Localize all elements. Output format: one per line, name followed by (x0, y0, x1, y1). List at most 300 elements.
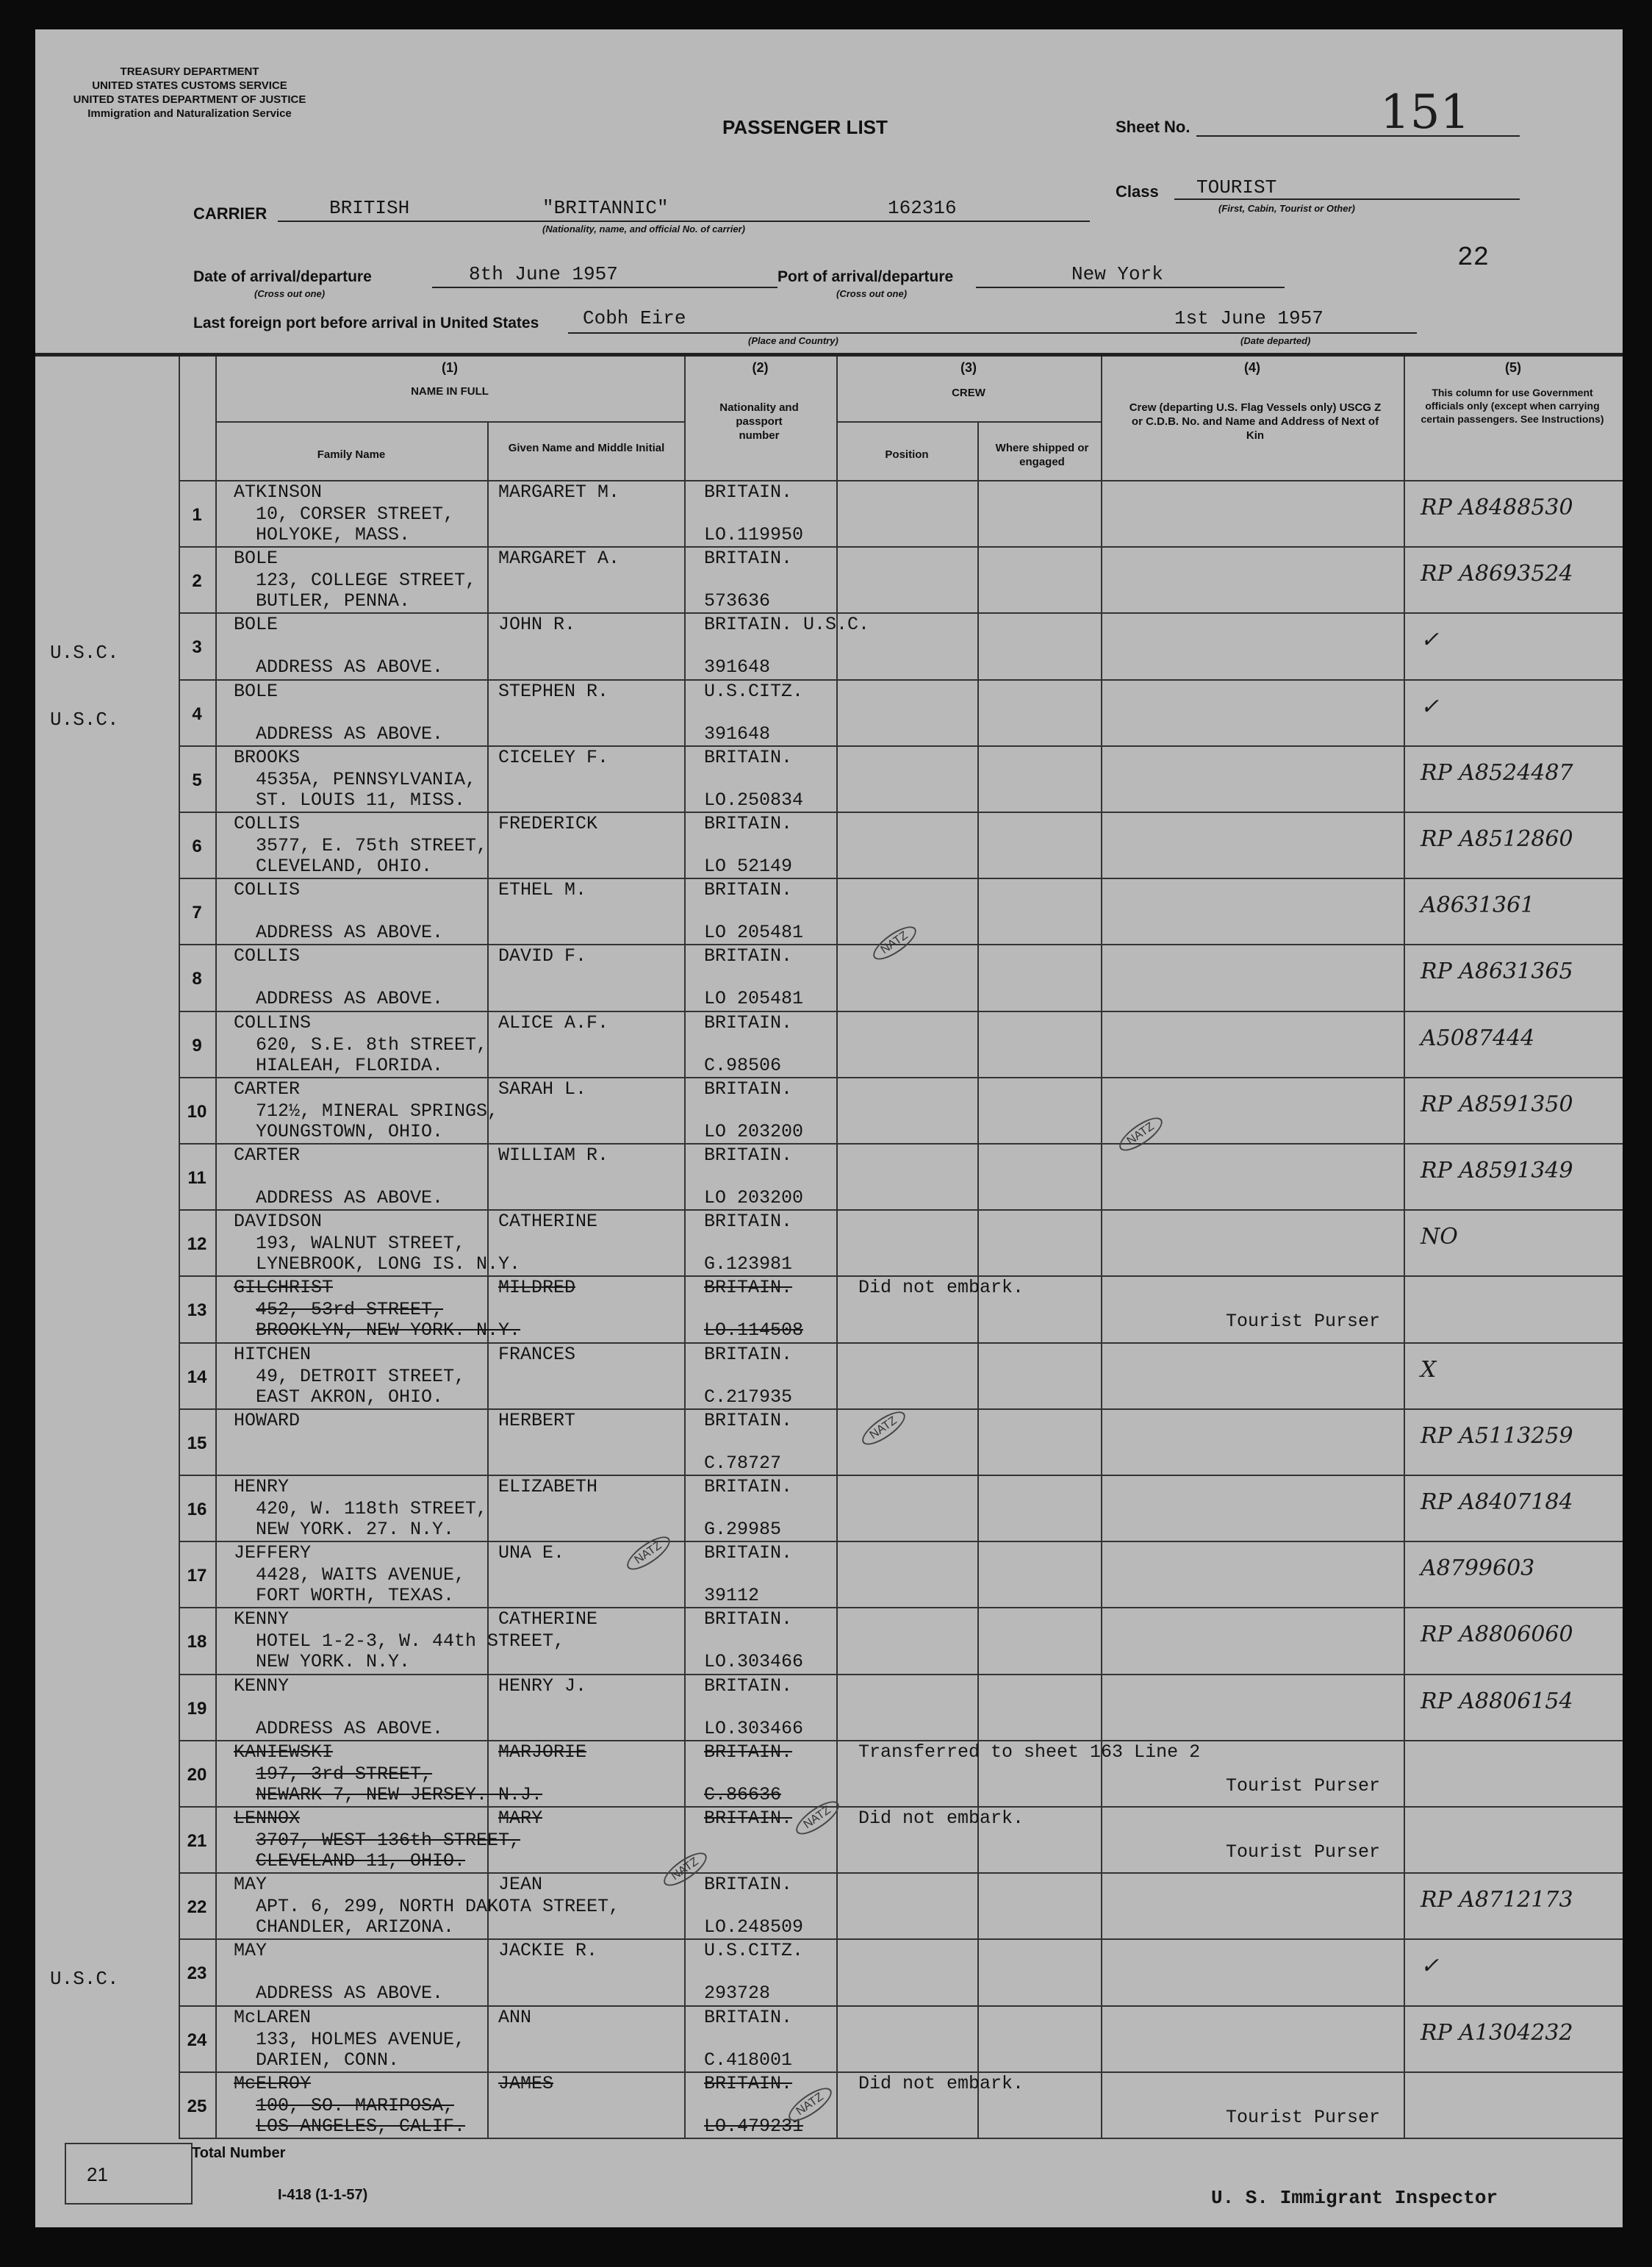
address-line-2: ADDRESS AS ABOVE. (256, 1187, 444, 1208)
given-name: CATHERINE (498, 1608, 598, 1630)
nationality: BRITAIN. (704, 1542, 793, 1564)
officials-note: RP A1304232 (1421, 2019, 1573, 2046)
carrier-nationality: BRITISH (329, 197, 410, 219)
passport-number: LO.303466 (704, 1651, 804, 1673)
table-row (35, 1740, 1623, 1806)
family-name: GILCHRIST (234, 1277, 334, 1299)
purser-note: Transferred to sheet 163 Line 2 (858, 1741, 1201, 1763)
table-row (35, 2071, 1623, 2138)
officials-note: RP A8806154 (1421, 1688, 1573, 1714)
table-row (35, 1011, 1623, 1077)
sheet-number-line (1196, 85, 1520, 140)
nationality: BRITAIN. (704, 481, 793, 503)
address-line-1: 4428, WAITS AVENUE, (256, 1564, 466, 1586)
arrival-port-value: New York (1071, 263, 1163, 285)
family-name: JEFFERY (234, 1542, 312, 1564)
row-number: 21 (187, 1831, 207, 1851)
natz-stamp: NATZ (659, 1847, 711, 1892)
agency-line-1: TREASURY DEPARTMENT (120, 65, 259, 78)
natz-stamp: NATZ (622, 1531, 675, 1576)
where-shipped-header: Where shipped or engaged (995, 442, 1089, 468)
row-number: 9 (192, 1035, 202, 1056)
address-line-1: 10, CORSER STREET, (256, 504, 455, 525)
foreign-port-label: Last foreign port before arrival in United States (193, 315, 539, 332)
family-name: CARTER (234, 1078, 301, 1100)
given-name: MARGARET A. (498, 548, 620, 570)
row-divider (179, 480, 1623, 481)
table-row (35, 1143, 1623, 1209)
given-name: MARGARET M. (498, 481, 620, 503)
passport-number: 391648 (704, 656, 771, 678)
family-name: HITCHEN (234, 1343, 312, 1365)
passport-number: LO 205481 (704, 988, 804, 1010)
family-name: MAY (234, 1874, 267, 1896)
row-divider (179, 1077, 1623, 1078)
address-line-1: APT. 6, 299, NORTH DAKOTA STREET, (256, 1896, 620, 1918)
passport-number: 39112 (704, 1585, 760, 1607)
address-line-1: HOTEL 1-2-3, W. 44th STREET, (256, 1630, 565, 1652)
natz-stamp: NATZ (1115, 1112, 1167, 1157)
row-divider (179, 1342, 1623, 1344)
family-name: COLLIS (234, 879, 301, 901)
row-divider (179, 679, 1623, 681)
row-number: 23 (187, 1963, 207, 1984)
given-name: MARJORIE (498, 1741, 587, 1763)
address-line-1: 197, 3rd STREET, (256, 1763, 433, 1785)
carrier-line (278, 197, 1090, 222)
address-line-2: HIALEAH, FLORIDA. (256, 1054, 444, 1076)
col1-number: (1) (442, 360, 458, 375)
row-divider (179, 878, 1623, 879)
given-name: ALICE A.F. (498, 1011, 609, 1034)
given-name: CICELEY F. (498, 746, 609, 768)
given-name: ELIZABETH (498, 1476, 598, 1497)
family-name: CARTER (234, 1145, 301, 1166)
address-line-2: EAST AKRON, OHIO. (256, 1386, 444, 1408)
family-name: LENNOX (234, 1808, 301, 1829)
family-name-header: Family Name (317, 448, 386, 461)
officials-note: ✓ (1421, 627, 1440, 653)
officials-note: RP A8524487 (1421, 759, 1573, 786)
family-name: KENNY (234, 1675, 290, 1697)
table-row (35, 1209, 1623, 1275)
arrival-date-caption: (Cross out one) (254, 288, 326, 299)
row-divider (179, 745, 1623, 747)
family-name: BOLE (234, 614, 279, 636)
address-line-2: ADDRESS AS ABOVE. (256, 988, 444, 1010)
given-name: MARY (498, 1808, 543, 1829)
row-number: 22 (187, 1897, 207, 1918)
table-row (35, 1342, 1623, 1408)
passport-number: C.418001 (704, 2049, 793, 2071)
agency-line-3: UNITED STATES DEPARTMENT OF JUSTICE (73, 93, 306, 106)
table-row (35, 1872, 1623, 1938)
officials-note: RP A8488530 (1421, 495, 1573, 520)
citizenship-note: U.S.C. (50, 1968, 119, 1991)
address-line-1: 452, 53rd STREET, (256, 1299, 444, 1321)
passport-number: LO.119950 (704, 524, 804, 545)
row-number: 18 (187, 1632, 207, 1652)
row-divider (179, 1209, 1623, 1211)
purser-signature-title: Tourist Purser (1226, 1311, 1381, 1333)
carrier-name: "BRITANNIC" (542, 197, 669, 219)
row-divider (179, 2138, 1623, 2139)
nationality: BRITAIN. (704, 1145, 793, 1166)
given-name: JOHN R. (498, 614, 576, 636)
row-divider (179, 1143, 1623, 1145)
table-row (35, 878, 1623, 944)
nationality: BRITAIN. (704, 879, 793, 901)
passport-number: LO.248509 (704, 1916, 804, 1938)
natz-stamp: NATZ (869, 921, 921, 966)
arrival-port-label: Port of arrival/departure (777, 268, 954, 285)
table-row (35, 1541, 1623, 1607)
nationality: BRITAIN. (704, 813, 793, 834)
agency-line-4: Immigration and Naturalization Service (87, 107, 292, 120)
given-name: MILDRED (498, 1277, 576, 1299)
family-name: DAVIDSON (234, 1211, 323, 1233)
address-line-2: YOUNGSTOWN, OHIO. (256, 1120, 444, 1142)
arrival-date-line (432, 263, 777, 288)
address-line-2: DARIEN, CONN. (256, 2049, 400, 2071)
officials-note: X (1421, 1356, 1437, 1383)
purser-note: Did not embark. (858, 2072, 1024, 2094)
table-row (35, 1408, 1623, 1475)
address-line-2: NEW YORK. 27. N.Y. (256, 1519, 455, 1540)
carrier-label: CARRIER (193, 204, 267, 223)
given-name: CATHERINE (498, 1211, 598, 1233)
col3-title: CREW (952, 387, 985, 399)
address-line-1: 193, WALNUT STREET, (256, 1233, 466, 1255)
passport-number: G.29985 (704, 1519, 782, 1540)
family-name: COLLIS (234, 813, 301, 834)
row-number: 14 (187, 1367, 207, 1387)
col4-title: Crew (departing U.S. Flag Vessels only) USCG Z or C.D.B. No. and Name and Address of Next of Kin (1129, 401, 1382, 442)
passport-number: 391648 (704, 723, 771, 745)
row-divider (179, 1011, 1623, 1012)
foreign-date-value: 1st June 1957 (1174, 307, 1324, 329)
table-row (35, 1938, 1623, 2005)
given-name: WILLIAM R. (498, 1145, 609, 1166)
given-name: FRANCES (498, 1343, 576, 1365)
row-number: 4 (192, 703, 202, 724)
row-number: 11 (187, 1168, 206, 1188)
agency-line-2: UNITED STATES CUSTOMS SERVICE (92, 79, 287, 92)
passport-number: LO 203200 (704, 1187, 804, 1208)
row-number: 24 (187, 2030, 207, 2050)
total-box (65, 2143, 193, 2205)
given-name: DAVID F. (498, 945, 587, 967)
officials-note: RP A8693524 (1421, 561, 1573, 587)
row-number: 19 (187, 1698, 207, 1719)
officials-note: ✓ (1421, 693, 1440, 720)
row-number: 16 (187, 1500, 207, 1519)
family-name: McELROY (234, 2072, 312, 2094)
table-row (35, 2005, 1623, 2071)
address-line-1: 3577, E. 75th STREET, (256, 835, 488, 856)
sheet-number-value: 151 (1380, 85, 1470, 140)
row-number: 20 (187, 1764, 207, 1785)
address-line-2: HOLYOKE, MASS. (256, 524, 411, 545)
address-line-2: ADDRESS AS ABOVE. (256, 723, 444, 745)
nationality: BRITAIN. (704, 548, 793, 570)
passport-number: LO.303466 (704, 1717, 804, 1739)
given-name: ANN (498, 2006, 532, 2028)
address-line-1: 620, S.E. 8th STREET, (256, 1034, 488, 1056)
nationality: BRITAIN. (704, 945, 793, 967)
family-name: COLLINS (234, 1011, 312, 1034)
nationality: BRITAIN. (704, 2072, 793, 2094)
table-row (35, 480, 1623, 546)
nationality: BRITAIN. (704, 1675, 793, 1697)
table-row (35, 944, 1623, 1010)
address-line-2: ADDRESS AS ABOVE. (256, 922, 444, 944)
nationality: BRITAIN. U.S.C. (704, 614, 870, 636)
row-number: 3 (192, 637, 202, 658)
address-line-2: LYNEBROOK, LONG IS. N.Y. (256, 1253, 521, 1275)
row-divider (179, 1607, 1623, 1608)
passport-number: C.217935 (704, 1386, 793, 1408)
family-name: McLAREN (234, 2006, 312, 2028)
nationality: BRITAIN. (704, 1874, 793, 1896)
given-name: HENRY J. (498, 1675, 587, 1697)
officials-note: A5087444 (1421, 1025, 1535, 1051)
row-number: 5 (192, 770, 202, 790)
col1-title: NAME IN FULL (411, 385, 489, 398)
address-line-1: 100, SO. MARIPOSA, (256, 2094, 455, 2116)
address-line-2: ADDRESS AS ABOVE. (256, 656, 444, 678)
col5-number: (5) (1505, 360, 1521, 375)
address-line-2: BROOKLYN, NEW YORK. N.Y. (256, 1319, 521, 1342)
class-caption: (First, Cabin, Tourist or Other) (1218, 203, 1355, 214)
row-divider (179, 1674, 1623, 1675)
natz-stamp: NATZ (858, 1406, 910, 1451)
address-line-2: ST. LOUIS 11, MISS. (256, 789, 466, 811)
officials-note: RP A8591350 (1421, 1091, 1573, 1117)
row-number: 1 (192, 505, 202, 525)
foreign-port-line (568, 307, 1075, 334)
officials-note: A8799603 (1421, 1555, 1535, 1582)
foreign-port-value: Cobh Eire (583, 307, 686, 329)
row-number: 15 (187, 1433, 207, 1453)
given-name: JACKIE R. (498, 1940, 598, 1962)
family-name: BROOKS (234, 746, 301, 768)
given-name-header: Given Name and Middle Initial (508, 442, 665, 454)
nationality: BRITAIN. (704, 1343, 793, 1365)
nationality: BRITAIN. (704, 746, 793, 768)
citizenship-note: U.S.C. (50, 708, 119, 731)
col4-number: (4) (1244, 360, 1260, 375)
officials-note: RP A8806060 (1421, 1622, 1573, 1648)
row-number: 10 (187, 1101, 207, 1122)
address-line-1: 133, HOLMES AVENUE, (256, 2028, 466, 2050)
officials-note: RP A8591349 (1421, 1158, 1573, 1183)
arrival-date-value: 8th June 1957 (469, 263, 618, 285)
given-name: STEPHEN R. (498, 680, 609, 702)
purser-note: Did not embark. (858, 1808, 1024, 1829)
nationality: BRITAIN. (704, 2006, 793, 2028)
col2-title: Nationality and passport number (719, 401, 799, 442)
address-line-1: 420, W. 118th STREET, (256, 1498, 488, 1519)
family-name: HOWARD (234, 1409, 301, 1431)
address-line-2: ADDRESS AS ABOVE. (256, 1717, 444, 1739)
class-line (1174, 176, 1520, 200)
carrier-number: 162316 (888, 197, 957, 219)
row-number: 13 (187, 1300, 207, 1321)
family-name: MAY (234, 1940, 267, 1962)
crew-subheader-line (836, 421, 1101, 423)
family-name: KENNY (234, 1608, 290, 1630)
address-line-2: NEW YORK. N.Y. (256, 1651, 411, 1673)
arrival-date-label: Date of arrival/departure (193, 268, 372, 285)
table-row (35, 1607, 1623, 1673)
nationality: BRITAIN. (704, 1476, 793, 1497)
passenger-list-sheet (35, 29, 1623, 2227)
address-line-1: 4535A, PENNSYLVANIA, (256, 768, 477, 790)
table-row (35, 612, 1623, 678)
nationality: U.S.CITZ. (704, 680, 804, 702)
address-line-1: 712½, MINERAL SPRINGS, (256, 1100, 499, 1122)
passport-number: LO 52149 (704, 856, 793, 877)
nationality: BRITAIN. (704, 1409, 793, 1431)
passport-number: LO.479231 (704, 2115, 804, 2137)
row-divider (179, 812, 1623, 813)
nationality: BRITAIN. (704, 1211, 793, 1233)
nationality: BRITAIN. (704, 1011, 793, 1034)
given-name: UNA E. (498, 1542, 565, 1564)
row-number: 17 (187, 1566, 207, 1586)
officials-note: RP A5113259 (1421, 1422, 1573, 1449)
passport-number: 293728 (704, 1983, 771, 2005)
given-name: FREDERICK (498, 813, 598, 834)
form-number: I-418 (1-1-57) (278, 2187, 368, 2203)
row-divider (179, 2005, 1623, 2007)
family-name: COLLIS (234, 945, 301, 967)
row-divider (179, 1541, 1623, 1542)
row-divider (179, 1475, 1623, 1476)
col5-title: This column for use Government officials only (except when carrying certain passengers. See Instructions) (1421, 387, 1604, 425)
officials-note: RP A8407184 (1421, 1489, 1573, 1515)
address-line-2: CLEVELAND, OHIO. (256, 856, 433, 877)
officials-note: RP A8712173 (1421, 1887, 1573, 1913)
given-name: JAMES (498, 2072, 554, 2094)
row-number: 6 (192, 837, 202, 856)
name-subheader-line (215, 421, 684, 423)
passport-number: C.98506 (704, 1054, 782, 1076)
immigrant-inspector-label: U. S. Immigrant Inspector (1211, 2187, 1498, 2209)
natz-stamp: NATZ (791, 1796, 844, 1841)
officials-note: RP A8631365 (1421, 959, 1573, 985)
table-row (35, 546, 1623, 612)
purser-signature-title: Tourist Purser (1226, 1774, 1381, 1797)
nationality: U.S.CITZ. (704, 1940, 804, 1962)
nationality: BRITAIN. (704, 1808, 793, 1829)
address-line-2: CHANDLER, ARIZONA. (256, 1916, 455, 1938)
purser-signature-title: Tourist Purser (1226, 2106, 1381, 2128)
officials-note: NO (1421, 1224, 1458, 1250)
total-number-label: Total Number (192, 2145, 286, 2161)
arrival-port-line (976, 263, 1285, 288)
sheet-number-label: Sheet No. (1116, 118, 1190, 136)
table-row (35, 1674, 1623, 1740)
class-value: TOURIST (1196, 176, 1277, 198)
family-name: BOLE (234, 680, 279, 702)
given-name: ETHEL M. (498, 879, 587, 901)
address-line-1: 123, COLLEGE STREET, (256, 570, 477, 592)
nationality: BRITAIN. (704, 1608, 793, 1630)
page-count: 22 (1457, 243, 1490, 273)
address-line-1: 49, DETROIT STREET, (256, 1365, 466, 1387)
family-name: KANIEWSKI (234, 1741, 334, 1763)
family-name: HENRY (234, 1476, 290, 1497)
carrier-caption: (Nationality, name, and official No. of carrier) (542, 223, 745, 234)
nationality: BRITAIN. (704, 1078, 793, 1100)
row-number: 8 (192, 969, 202, 989)
table-row (35, 1077, 1623, 1143)
table-row (35, 1475, 1623, 1541)
row-divider (179, 1938, 1623, 1940)
address-line-1: 3707, WEST 136th STREET, (256, 1830, 521, 1851)
row-divider (179, 612, 1623, 614)
row-divider (179, 1872, 1623, 1874)
passenger-table (35, 353, 1623, 2139)
passport-number: G.123981 (704, 1253, 793, 1275)
foreign-date-line (1071, 307, 1417, 334)
table-row (35, 679, 1623, 745)
foreign-date-caption: (Date departed) (1240, 335, 1311, 346)
passport-number: 573636 (704, 590, 771, 612)
agency-block (65, 65, 315, 121)
officials-note: ✓ (1421, 1953, 1440, 1980)
address-line-2: NEWARK 7, NEW JERSEY. N.J. (256, 1783, 543, 1805)
given-name: JEAN (498, 1874, 543, 1896)
passport-number: C.78727 (704, 1452, 782, 1474)
nationality: BRITAIN. (704, 1741, 793, 1763)
row-divider (179, 546, 1623, 548)
position-header: Position (885, 448, 929, 461)
nationality: BRITAIN. (704, 1277, 793, 1299)
family-name: BOLE (234, 548, 279, 570)
address-line-2: LOS ANGELES, CALIF. (256, 2115, 466, 2137)
given-name: HERBERT (498, 1409, 576, 1431)
row-number: 2 (192, 571, 202, 592)
row-number: 12 (187, 1234, 207, 1255)
table-row (35, 1275, 1623, 1342)
table-row (35, 812, 1623, 878)
given-name: SARAH L. (498, 1078, 587, 1100)
total-box-value: 21 (87, 2163, 108, 2185)
col3-number: (3) (960, 360, 977, 375)
purser-signature-title: Tourist Purser (1226, 1841, 1381, 1863)
officials-note: A8631361 (1421, 892, 1535, 919)
address-line-2: CLEVELAND 11, OHIO. (256, 1850, 466, 1872)
page-title: PASSENGER LIST (722, 116, 888, 138)
row-divider (179, 1408, 1623, 1410)
officials-note: RP A8512860 (1421, 826, 1573, 852)
passport-number: LO.250834 (704, 789, 804, 811)
family-name: ATKINSON (234, 481, 323, 503)
table-row (35, 745, 1623, 812)
passport-number: LO.114508 (704, 1319, 804, 1342)
address-line-2: FORT WORTH, TEXAS. (256, 1585, 455, 1607)
row-number: 25 (187, 2096, 207, 2116)
address-line-2: BUTLER, PENNA. (256, 590, 411, 612)
citizenship-note: U.S.C. (50, 642, 119, 665)
foreign-port-caption: (Place and Country) (748, 335, 838, 346)
arrival-port-caption: (Cross out one) (836, 288, 908, 299)
natz-stamp: NATZ (784, 2082, 836, 2127)
col2-number: (2) (752, 360, 769, 375)
